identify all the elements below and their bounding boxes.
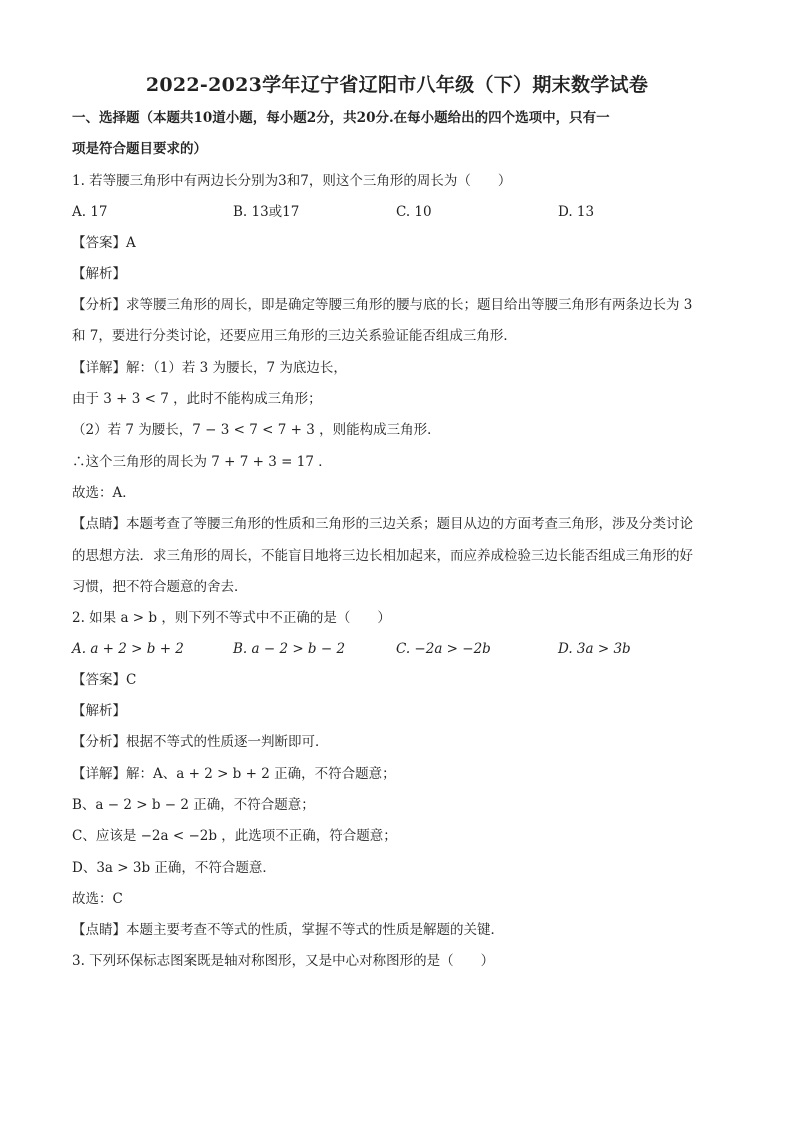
q1-option-d: D. 13 xyxy=(558,204,595,220)
q1-fenxi-1 xyxy=(72,295,692,315)
section-heading-line1: 一、选择题（本题共10道小题，每小题2分，共20分.在每小题给出的四个选项中，只有一 xyxy=(72,110,610,126)
xiangjie-label: 【详解】 xyxy=(72,360,126,376)
q1-option-b: B. 13或17 xyxy=(233,204,300,220)
q1-answer xyxy=(72,233,136,253)
q2-option-c: C. −2a > −2b xyxy=(396,641,491,657)
q2-answer xyxy=(72,670,136,690)
q1-xiangjie-3: （2）若 7 为腰长，7 − 3 < 7 < 7 + 3 ，则能构成三角形． xyxy=(72,422,441,438)
dianjing-text: 本题考查了等腰三角形的性质和三角形的三边关系；题目从边的方面考查三角形，涉及分类讨论 xyxy=(126,516,693,532)
dianjing-label: 【点睛】 xyxy=(72,516,126,532)
q2-option-a: A. a + 2 > b + 2 xyxy=(72,641,184,657)
q1-xiangjie-2: 由于 3 + 3 < 7 ，此时不能构成三角形； xyxy=(72,391,322,407)
xiangjie-text: 解：（1）若 3 为腰长，7 为底边长， xyxy=(126,360,347,376)
q2-option-d: D. 3a > 3b xyxy=(558,641,631,657)
q2-dianjing-1 xyxy=(72,920,504,940)
q1-option-c: C. 10 xyxy=(396,204,432,220)
q2-xiangjie-4: D、3a > 3b 正确，不符合题意． xyxy=(72,860,276,876)
answer-label: 【答案】 xyxy=(72,672,126,688)
q1-analysis-heading: 【解析】 xyxy=(72,266,126,282)
answer-value: C xyxy=(126,672,137,688)
fenxi-label: 【分析】 xyxy=(72,297,126,313)
q2-conclusion: 故选：C xyxy=(72,891,123,907)
q2-xiangjie-3: C、应该是 −2a < −2b ，此选项不正确，符合题意； xyxy=(72,828,397,844)
q1-dianjing-1 xyxy=(72,514,693,534)
q2-fenxi-1 xyxy=(72,732,329,752)
q2-xiangjie-1 xyxy=(72,764,396,784)
q1-dianjing-3: 习惯，把不符合题意的舍去． xyxy=(72,579,248,595)
q2-analysis-heading: 【解析】 xyxy=(72,703,126,719)
fenxi-text: 根据不等式的性质逐一判断即可． xyxy=(126,734,329,750)
xiangjie-label: 【详解】 xyxy=(72,766,126,782)
q1-xiangjie-4: ∴这个三角形的周长为 7 + 7 + 3 = 17 ． xyxy=(72,454,332,470)
dianjing-text: 本题主要考查不等式的性质，掌握不等式的性质是解题的关键． xyxy=(126,922,504,938)
q1-stem: 1. 若等腰三角形中有两边长分别为3和7，则这个三角形的周长为（ ） xyxy=(72,173,512,189)
dianjing-label: 【点睛】 xyxy=(72,922,126,938)
fenxi-label: 【分析】 xyxy=(72,734,126,750)
answer-label: 【答案】 xyxy=(72,235,126,251)
q3-stem: 3. 下列环保标志图案既是轴对称图形，又是中心对称图形的是（ ） xyxy=(72,953,495,969)
q1-conclusion: 故选：A． xyxy=(72,485,136,501)
fenxi-text: 求等腰三角形的周长，即是确定等腰三角形的腰与底的长；题目给出等腰三角形有两条边长为 3 xyxy=(126,297,693,313)
q1-option-a: A. 17 xyxy=(72,204,108,220)
q2-xiangjie-2: B、a − 2 > b − 2 正确，不符合题意； xyxy=(72,797,315,813)
q1-dianjing-2: 的思想方法．求三角形的周长，不能盲目地将三边长相加起来，而应养成检验三边长能否组成三角形的好 xyxy=(72,548,693,564)
q1-fenxi-2: 和 7，要进行分类讨论，还要应用三角形的三边关系验证能否组成三角形． xyxy=(72,328,517,344)
answer-value: A xyxy=(126,235,136,251)
q2-stem: 2. 如果 a > b ，则下列不等式中不正确的是（ ） xyxy=(72,610,391,626)
xiangjie-text: 解：A、a + 2 > b + 2 正确，不符合题意； xyxy=(126,766,396,782)
page-title: 2022-2023学年辽宁省辽阳市八年级（下）期末数学试卷 xyxy=(145,74,649,96)
section-heading-line2: 项是符合题目要求的） xyxy=(72,141,207,157)
q1-xiangjie-1 xyxy=(72,358,347,378)
q2-option-b: B. a − 2 > b − 2 xyxy=(233,641,346,657)
